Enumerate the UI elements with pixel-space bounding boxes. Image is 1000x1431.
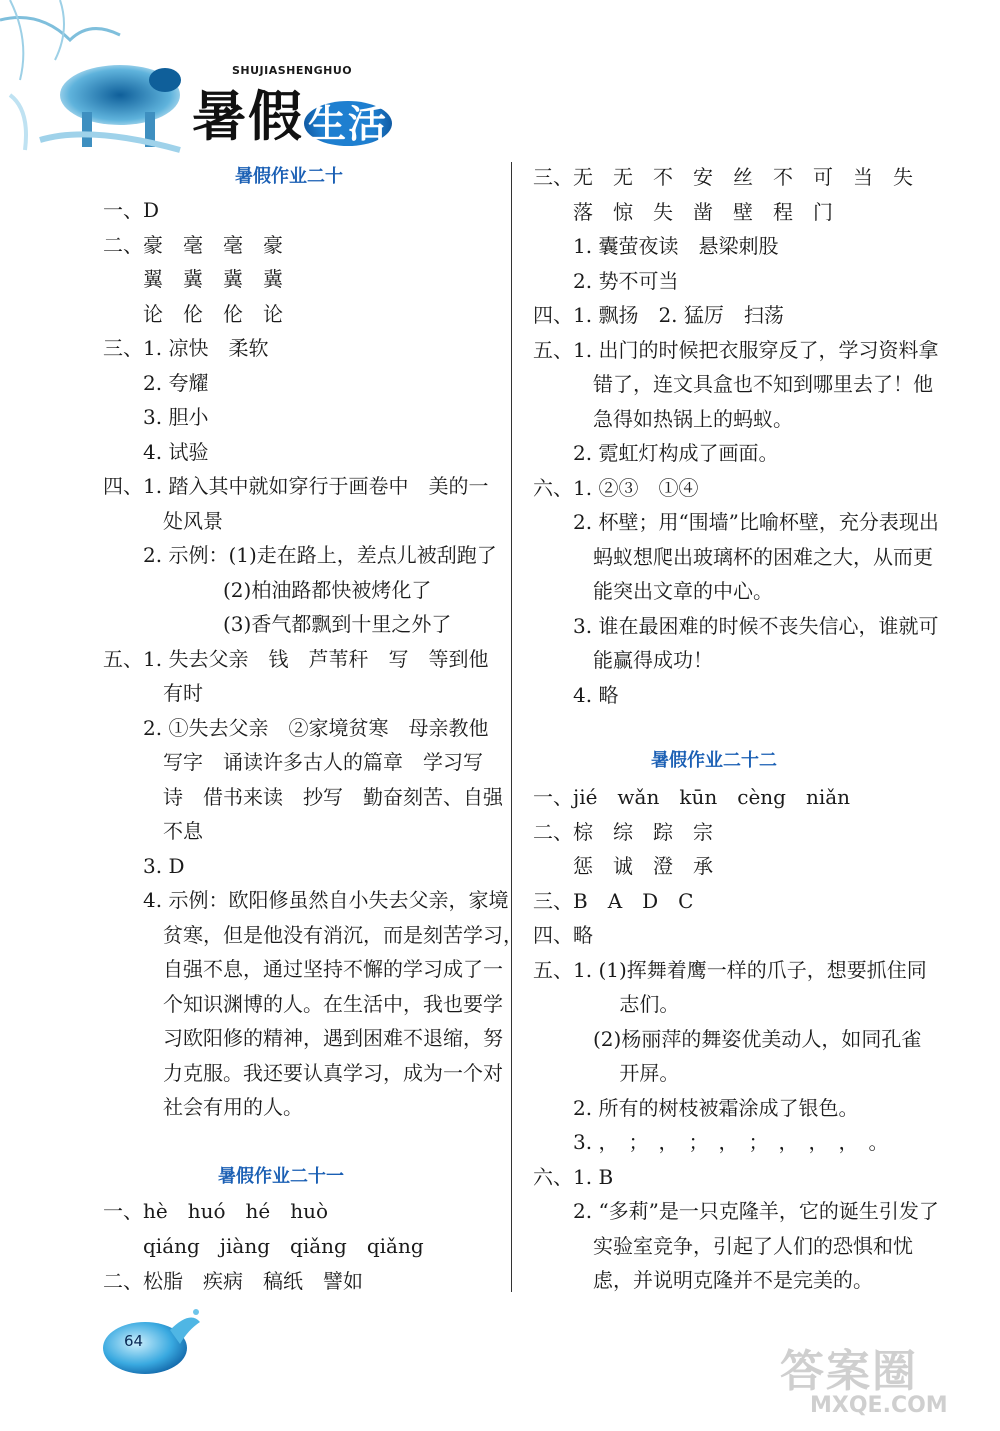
- answer-line: 蚂蚁想爬出玻璃杯的困难之大，从而更: [533, 544, 933, 569]
- answer-line: 4. 试验: [103, 439, 209, 464]
- answer-line: 2. 势不可当: [533, 268, 679, 293]
- answer-line: 2. 示例：(1)走在路上，差点儿被刮跑了: [103, 543, 497, 567]
- answer-line: 三、B A D C: [533, 888, 694, 913]
- answer-line: 四、1. 踏入其中就如穿行于画卷中 美的一: [103, 474, 489, 498]
- answer-line: 不息: [103, 819, 203, 843]
- answer-line: 三、1. 凉快 柔软: [103, 336, 269, 360]
- answer-line: 开屏。: [533, 1061, 680, 1085]
- answer-line: 落 惊 失 凿 壁 程 门: [533, 199, 833, 224]
- answer-line: 社会有用的人。: [103, 1095, 303, 1119]
- watermark: [780, 1335, 990, 1425]
- answer-line: 习欧阳修的精神，遇到困难不退缩，努: [103, 1026, 503, 1050]
- answer-line: 六、1. B: [533, 1164, 614, 1189]
- section-title-22: 暑假作业二十二: [651, 750, 777, 771]
- answer-line: 翼 冀 冀 冀: [103, 267, 283, 291]
- watermark-line2: MXQE.COM: [810, 1393, 948, 1418]
- answer-line: 贫寒，但是他没有消沉，而是刻苦学习，: [103, 922, 523, 947]
- answer-line: 2. 霓虹灯构成了画面。: [533, 441, 779, 465]
- water-drop-icon: [100, 1300, 220, 1380]
- answer-line: 有时: [103, 681, 203, 705]
- answer-line: 3. 胆小: [103, 405, 209, 429]
- brand-title-a: 暑假: [192, 84, 304, 148]
- answer-line: (3)香气都飘到十里之外了: [103, 612, 452, 636]
- answer-line: 急得如热锅上的蚂蚁。: [533, 406, 793, 431]
- answer-line: 五、1. (1)挥舞着鹰一样的爪子，想要抓住同: [533, 957, 927, 982]
- page-number: 64: [124, 1332, 144, 1350]
- answer-line: 五、1. 出门的时候把衣服穿反了，学习资料拿: [533, 337, 939, 362]
- answer-line: (2)柏油路都快被烤化了: [103, 577, 432, 602]
- answer-line: 1. 囊萤夜读 悬梁刺股: [533, 234, 779, 258]
- answer-line: 一、jié wǎn kūn cèng niǎn: [533, 785, 851, 809]
- answer-line: 3. ， ； ， ； ， ； ， ， ， 。: [533, 1130, 889, 1154]
- header: [0, 0, 460, 165]
- answer-line: 志们。: [533, 992, 680, 1016]
- watermark-line1: 答案圈: [780, 1346, 918, 1397]
- answer-line: 3. 谁在最困难的时候不丧失信心，谁就可: [533, 613, 939, 638]
- answer-line: 五、1. 失去父亲 钱 芦苇秆 写 等到他: [103, 646, 489, 671]
- answer-line: 二、豪 毫 毫 豪: [103, 232, 283, 257]
- answer-line: 二、棕 综 踪 宗: [533, 819, 713, 844]
- answer-line: 一、hè huó hé huò: [103, 1199, 329, 1223]
- page-number-badge: [100, 1300, 220, 1380]
- answer-line: 2. 所有的树枝被霜涂成了银色。: [533, 1095, 859, 1120]
- answer-line: 4. 略: [533, 682, 619, 707]
- answer-line: 力克服。我还要认真学习，成为一个对: [103, 1060, 503, 1085]
- answer-line: 四、1. 飘扬 2. 猛厉 扫荡: [533, 303, 784, 327]
- answer-line: 四、略: [533, 923, 593, 947]
- answer-line: 错了，连文具盒也不知到哪里去了！他: [533, 372, 933, 396]
- answer-line: 诗 借书来读 抄写 勤奋刻苦、自强: [103, 784, 503, 809]
- answer-line: 2. ①失去父亲 ②家境贫寒 母亲教他: [103, 715, 489, 740]
- answer-line: (2)杨丽萍的舞姿优美动人，如同孔雀: [533, 1026, 922, 1051]
- answer-line: 一、D: [103, 198, 160, 222]
- brand-pinyin: SHUJIASHENGHUO: [232, 64, 353, 77]
- section-title-20: 暑假作业二十: [235, 166, 343, 187]
- column-divider: [511, 162, 512, 1292]
- answer-line: 三、无 无 不 安 丝 不 可 当 失: [533, 165, 913, 189]
- answer-line: 4. 示例：欧阳修虽然自小失去父亲，家境: [103, 888, 509, 912]
- answer-line: 二、松脂 疾病 稿纸 譬如: [103, 1269, 363, 1293]
- answer-line: 3. D: [103, 853, 185, 878]
- answer-line: 自强不息，通过坚持不懈的学习成了一: [103, 957, 503, 981]
- answer-line: 虑，并说明克隆并不是完美的。: [533, 1268, 873, 1292]
- brand-title: [192, 74, 392, 151]
- answer-line: 写字 诵读许多古人的篇章 学习写: [103, 750, 483, 774]
- answer-line: 2. 杯壁；用“围墙”比喻杯壁，充分表现出: [533, 510, 939, 534]
- answer-line: 能赢得成功！: [533, 648, 713, 672]
- answer-line: 能突出文章的中心。: [533, 579, 773, 603]
- answer-line: 个知识渊博的人。在生活中，我也要学: [103, 991, 503, 1016]
- section-title-21: 暑假作业二十一: [218, 1166, 344, 1187]
- answer-line: 惩 诚 澄 承: [533, 854, 713, 878]
- answer-line: 实验室竞争，引起了人们的恐惧和忧: [533, 1233, 913, 1258]
- ink-landscape-logo-icon: [0, 0, 200, 165]
- answer-line: 2. “多莉”是一只克隆羊，它的诞生引发了: [533, 1199, 939, 1223]
- answer-line: 处风景: [103, 508, 223, 533]
- brand-title-b: 生活: [304, 101, 392, 146]
- answer-line: qiáng jiàng qiǎng qiǎng: [103, 1234, 424, 1258]
- answer-line: 六、1. ②③ ①④: [533, 475, 699, 500]
- answer-line: 论 伦 伦 论: [103, 301, 283, 326]
- answer-line: 2. 夸耀: [103, 370, 209, 395]
